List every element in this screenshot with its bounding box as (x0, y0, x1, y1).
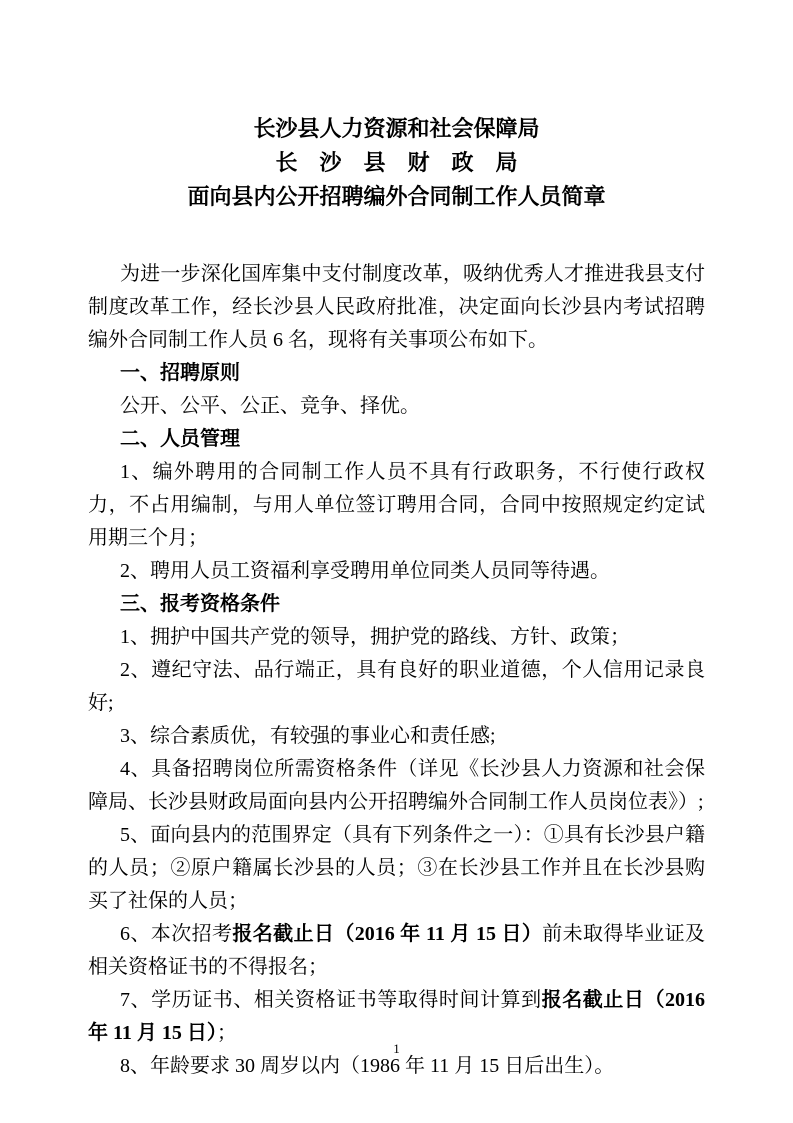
text-run: 前未取得毕业证及相关资格证书的不得报名； (88, 923, 706, 978)
paragraph (88, 720, 705, 753)
bold-text: 二、人员管理 (120, 428, 240, 450)
paragraph (88, 258, 705, 357)
paragraph (88, 555, 705, 588)
section-heading (88, 588, 705, 621)
document-title-block (88, 112, 705, 214)
paragraph (88, 753, 705, 819)
text-run: 4、具备招聘岗位所需资格条件（详见《长沙县人力资源和社会保障局、长沙县财政局面向县内公开招聘编外合同制工作人员岗位表》）; (88, 758, 705, 813)
paragraph (88, 390, 705, 423)
text-run: 2、遵纪守法、品行端正，具有良好的职业道德，个人信用记录良好; (88, 659, 705, 714)
paragraph (88, 621, 705, 654)
document-title-line-1: 长沙县人力资源和社会保障局 (253, 116, 540, 141)
bold-text: 一、招聘原则 (120, 362, 240, 384)
bold-text: 报名截止日（2016 年 11 月 15 日） (88, 989, 706, 1044)
text-run: 公开、公平、公正、竞争、择优。 (120, 395, 420, 417)
bold-text: 报名截止日（2016 年 11 月 15 日） (232, 923, 543, 945)
text-run: 3、综合素质优，有较强的事业心和责任感; (120, 725, 496, 747)
section-heading (88, 423, 705, 456)
text-run: 2、聘用人员工资福利享受聘用单位同类人员同等待遇。 (120, 560, 610, 582)
text-run: 为进一步深化国库集中支付制度改革，吸纳优秀人才推进我县支付制度改革工作，经长沙县人民政府批准，决定面向长沙县内考试招聘编外合同制工作人员 6 名，现将有关事项公布如下。 (88, 263, 705, 351)
text-run: 7、学历证书、相关资格证书等取得时间计算到 (120, 989, 542, 1011)
text-run: ； (216, 1022, 237, 1044)
paragraph (88, 918, 705, 984)
text-run: 5、面向县内的范围界定（具有下列条件之一）：①具有长沙县户籍的人员；②原户籍属长沙县的人员；③在长沙县工作并且在长沙县购买了社保的人员； (88, 824, 705, 912)
text-run: 1、拥护中国共产党的领导，拥护党的路线、方针、政策； (120, 626, 630, 648)
document-title-line-2: 长 沙 县 财 政 局 (275, 150, 518, 175)
document-title-line-3: 面向县内公开招聘编外合同制工作人员简章 (187, 184, 606, 209)
text-run: 8、年龄要求 30 周岁以内（1986 年 11 月 15 日后出生）。 (120, 1055, 615, 1077)
text-run: 6、本次招考 (120, 923, 233, 945)
document-body (88, 258, 705, 1083)
text-run: 1、编外聘用的合同制工作人员不具有行政职务，不行使行政权力，不占用编制，与用人单位签订聘用合同，合同中按照规定约定试用期三个月； (88, 461, 705, 549)
page-number: 1 (393, 1041, 400, 1056)
paragraph (88, 456, 705, 555)
section-heading (88, 357, 705, 390)
paragraph (88, 819, 705, 918)
paragraph (88, 654, 705, 720)
bold-text: 三、报考资格条件 (120, 593, 280, 615)
